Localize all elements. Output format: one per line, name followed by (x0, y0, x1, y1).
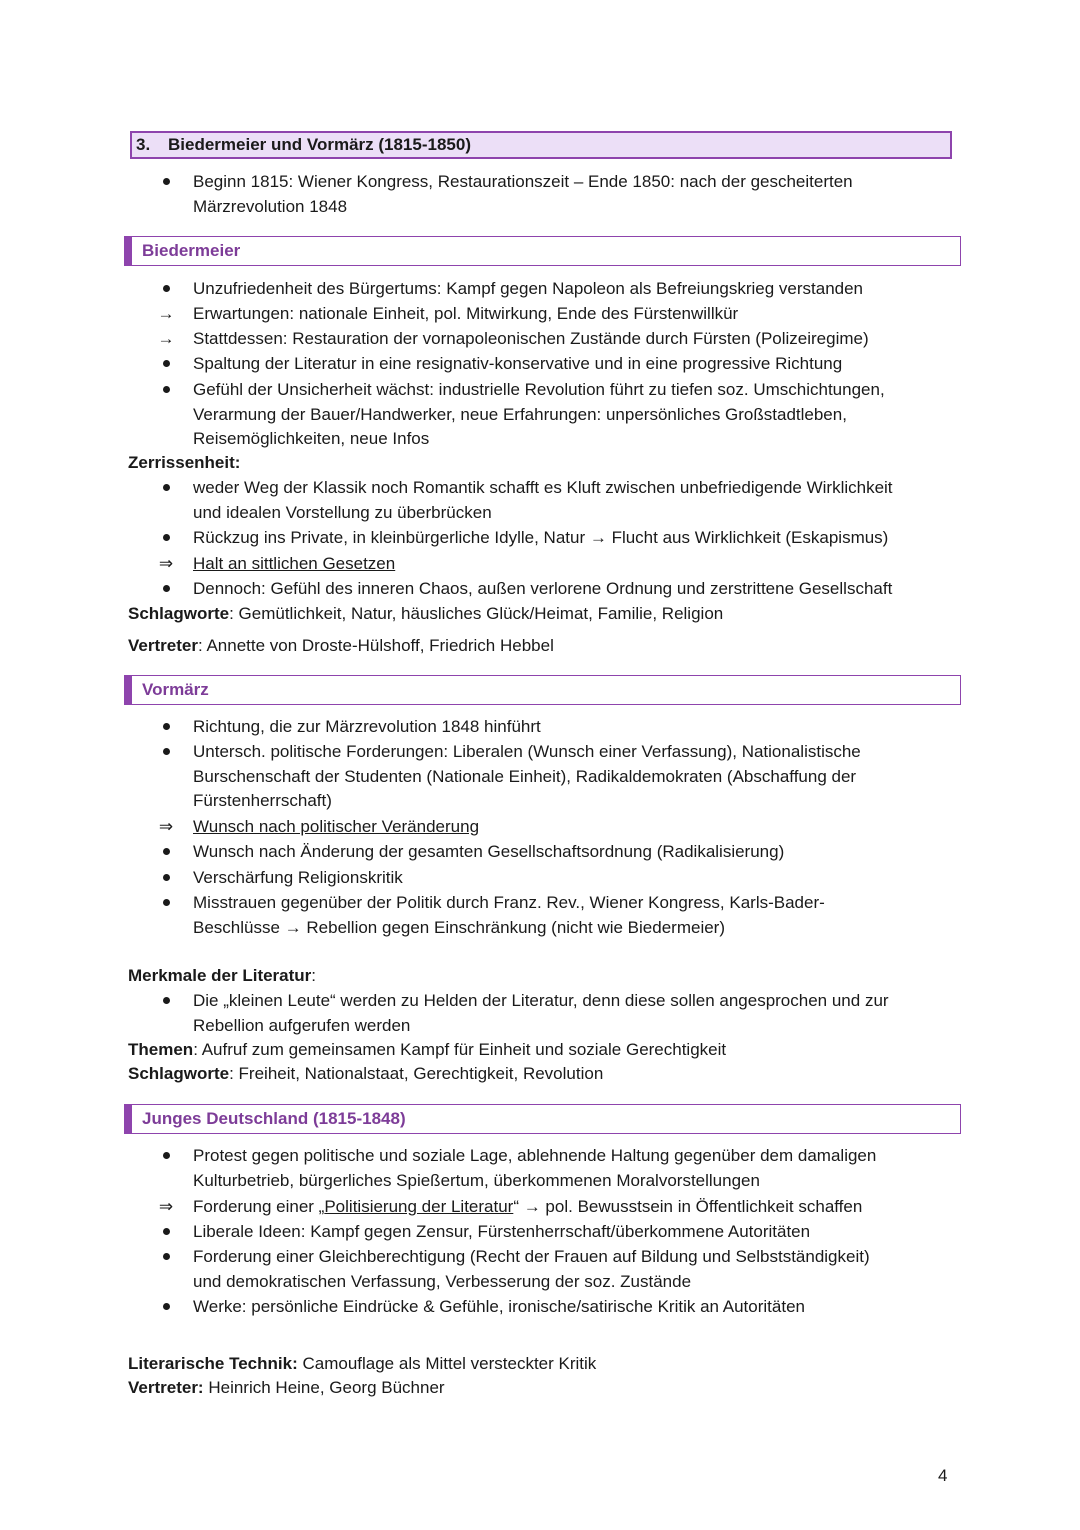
list-item: und demokratischen Verfassung, Verbesserung der soz. Zustände (193, 1272, 692, 1291)
themen-text: : Aufruf zum gemeinsamen Kampf für Einheit und soziale Gerechtigkeit (193, 1040, 727, 1059)
bullet-marker (156, 277, 176, 301)
themen-label: Themen (128, 1040, 194, 1059)
technik-label: Literarische Technik: (128, 1354, 298, 1373)
list-item-underlined: Politisierung der Literatur (324, 1197, 514, 1216)
implies-marker: ⇒ (158, 554, 174, 573)
merkmale-colon: : (311, 966, 317, 985)
bullet-marker (156, 1144, 176, 1168)
list-item (193, 1195, 862, 1219)
zerrissenheit-label: Zerrissenheit: (128, 453, 241, 472)
bullet-marker (156, 740, 176, 764)
bullet-marker (156, 989, 176, 1013)
schlagworte-biedermeier (128, 602, 723, 626)
list-item-text: Forderung einer „ (193, 1197, 325, 1216)
intro-line-2: Märzrevolution 1848 (193, 197, 348, 216)
list-item: Protest gegen politische und soziale Lage, ablehnende Haltung gegenüber dem damaligen (193, 1146, 877, 1165)
bullet-marker (156, 526, 176, 550)
bullet-marker (156, 378, 176, 402)
technik-line (128, 1352, 596, 1376)
list-item: weder Weg der Klassik noch Romantik schafft es Kluft zwischen unbefriedigende Wirklichkeit (193, 478, 893, 497)
subheading-biedermeier: Biedermeier (124, 236, 961, 266)
vertreter-text: : Annette von Droste-Hülshoff, Friedrich Hebbel (197, 636, 554, 655)
list-item: Richtung, die zur Märzrevolution 1848 hinführt (193, 717, 541, 736)
list-item: Wunsch nach Änderung der gesamten Gesellschaftsordnung (Radikalisierung) (193, 842, 785, 861)
list-item: Stattdessen: Restauration der vornapoleonischen Zustände durch Fürsten (Polizeiregime) (193, 329, 869, 348)
merkmale-heading (128, 964, 316, 988)
list-item-text: “ → pol. Bewusstsein in Öffentlichkeit schaffen (513, 1197, 863, 1216)
vertreter-label: Vertreter: (128, 1378, 204, 1397)
bullet-marker (156, 476, 176, 500)
list-item: Liberale Ideen: Kampf gegen Zensur, Fürstenherrschaft/überkommene Autoritäten (193, 1222, 811, 1241)
schlagworte-text: : Freiheit, Nationalstaat, Gerechtigkeit, Revolution (229, 1064, 604, 1083)
implies-marker: ⇒ (158, 817, 174, 836)
vertreter-label: Vertreter (128, 636, 198, 655)
themen-vormaerz (128, 1038, 726, 1062)
list-item: Dennoch: Gefühl des inneren Chaos, außen verlorene Ordnung und zerstrittene Gesellschaft (193, 579, 893, 598)
list-item: Beschlüsse → Rebellion gegen Einschränkung (nicht wie Biedermeier) (193, 918, 725, 937)
list-item: Wunsch nach politischer Veränderung (193, 817, 480, 836)
bullet-marker (156, 352, 176, 376)
list-item: Reisemöglichkeiten, neue Infos (193, 429, 430, 448)
subheading-vormaerz: Vormärz (124, 675, 961, 705)
bullet-marker (156, 170, 176, 194)
list-item: Burschenschaft der Studenten (Nationale Einheit), Radikaldemokraten (Abschaffung der (193, 767, 857, 786)
list-item: Gefühl der Unsicherheit wächst: industrielle Revolution führt zu tiefen soz. Umschichtungen, (193, 380, 885, 399)
section-heading (130, 131, 952, 159)
vertreter-text: Heinrich Heine, Georg Büchner (203, 1378, 445, 1397)
list-item: Unzufriedenheit des Bürgertums: Kampf gegen Napoleon als Befreiungskrieg verstanden (193, 279, 864, 298)
intro-line-1: Beginn 1815: Wiener Kongress, Restaurationszeit – Ende 1850: nach der gescheiterten (193, 172, 853, 191)
technik-text: Camouflage als Mittel versteckter Kritik (297, 1354, 597, 1373)
list-item: Halt an sittlichen Gesetzen (193, 554, 396, 573)
bullet-marker (156, 891, 176, 915)
list-item: und idealen Vorstellung zu überbrücken (193, 503, 492, 522)
schlagworte-label: Schlagworte (128, 1064, 230, 1083)
section-number: 3. (136, 135, 151, 154)
merkmale-label: Merkmale der Literatur (128, 966, 312, 985)
bullet-marker (156, 840, 176, 864)
list-item: Die „kleinen Leute“ werden zu Helden der Literatur, denn diese sollen angesprochen und zur (193, 991, 889, 1010)
list-item: Fürstenherrschaft) (193, 791, 332, 810)
bullet-marker (156, 866, 176, 890)
list-item: Verschärfung Religionskritik (193, 868, 403, 887)
list-item: Forderung einer Gleichberechtigung (Recht der Frauen auf Bildung und Selbstständigkeit) (193, 1247, 870, 1266)
vertreter-biedermeier (128, 634, 554, 658)
section-title: Biedermeier und Vormärz (1815-1850) (168, 135, 471, 154)
schlagworte-label: Schlagworte (128, 604, 230, 623)
arrow-marker: → (157, 304, 175, 323)
list-item: Kulturbetrieb, bürgerliches Spießertum, überkommenen Moralvorstellungen (193, 1171, 760, 1190)
list-item: Untersch. politische Forderungen: Liberalen (Wunsch einer Verfassung), Nationalistische (193, 742, 861, 761)
list-item: Rückzug ins Private, in kleinbürgerliche Idylle, Natur → Flucht aus Wirklichkeit (Eskapismus) (193, 528, 889, 547)
list-item: Rebellion aufgerufen werden (193, 1016, 411, 1035)
list-item: Erwartungen: nationale Einheit, pol. Mitwirkung, Ende des Fürstenwillkür (193, 304, 739, 323)
bullet-marker (156, 577, 176, 601)
arrow-marker: → (157, 329, 175, 348)
bullet-marker (156, 1295, 176, 1319)
list-item: Verarmung der Bauer/Handwerker, neue Erfahrungen: unpersönliches Großstadtleben, (193, 405, 847, 424)
bullet-marker (156, 1220, 176, 1244)
vertreter-junges-deutschland (128, 1376, 445, 1400)
schlagworte-text: : Gemütlichkeit, Natur, häusliches Glück/Heimat, Familie, Religion (229, 604, 724, 623)
subheading-junges-deutschland: Junges Deutschland (1815-1848) (124, 1104, 961, 1134)
list-item: Werke: persönliche Eindrücke & Gefühle, ironische/satirische Kritik an Autoritäten (193, 1297, 805, 1316)
schlagworte-vormaerz (128, 1062, 603, 1086)
list-item: Misstrauen gegenüber der Politik durch Franz. Rev., Wiener Kongress, Karls-Bader- (193, 893, 825, 912)
implies-marker: ⇒ (158, 1197, 174, 1216)
page-number: 4 (938, 1466, 948, 1485)
bullet-marker (156, 1245, 176, 1269)
list-item: Spaltung der Literatur in eine resignativ-konservative und in eine progressive Richtung (193, 354, 843, 373)
bullet-marker (156, 715, 176, 739)
